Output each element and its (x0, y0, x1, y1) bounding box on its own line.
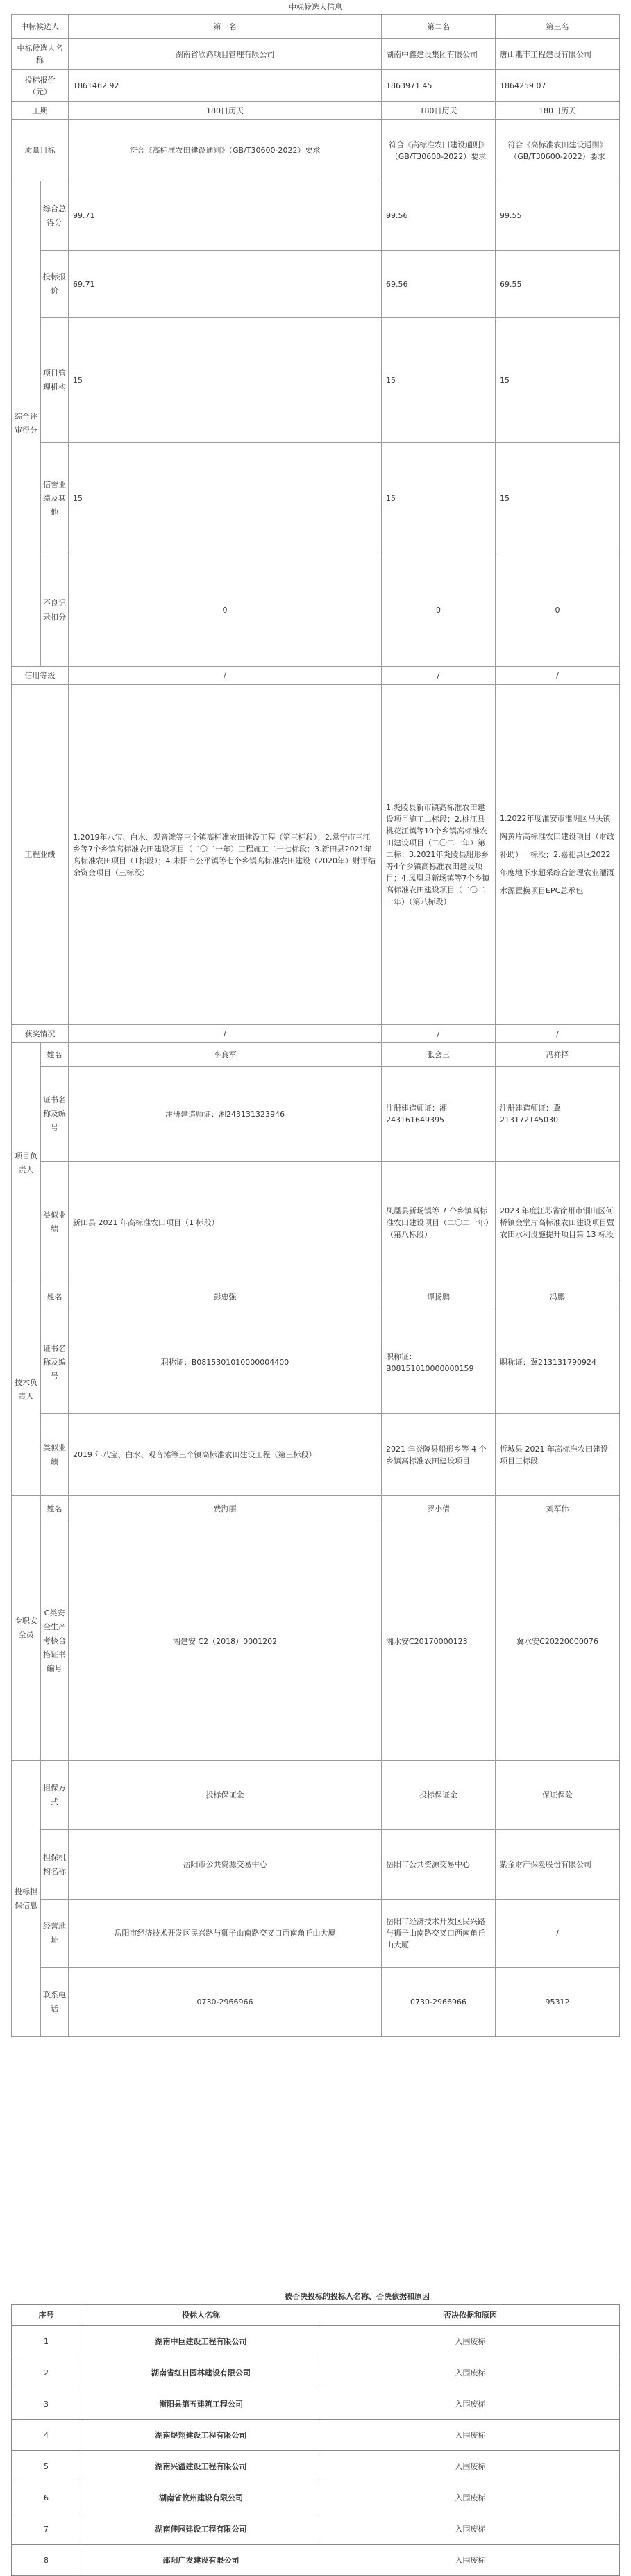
awards-2: / (382, 1025, 496, 1043)
tech-group-label: 技术负责人 (12, 1283, 41, 1496)
score-credit-1: 15 (69, 443, 382, 554)
price-1: 1861462.92 (69, 70, 382, 102)
guarantee-tel-2: 0730-2966966 (382, 1968, 496, 2037)
quality-label: 质量目标 (12, 120, 69, 181)
rejected-name: 湖南兴溢建设工程有限公司 (81, 2451, 321, 2482)
rejected-header-no: 序号 (12, 2305, 81, 2326)
score-pm-row (12, 318, 620, 443)
rejected-reason: 入围废标 (321, 2420, 620, 2451)
period-label: 工期 (12, 102, 69, 120)
score-price-2: 69.56 (382, 251, 496, 318)
performance-row (12, 685, 620, 1025)
score-deduct-label: 不良记录扣分 (41, 554, 69, 667)
pm-cert-3: 注册建造师证：冀213172145030 (496, 1067, 620, 1162)
rejected-name: 邵阳广发建设有限公司 (81, 2545, 321, 2576)
guarantee-addr-row (12, 1900, 620, 1968)
pm-group-label: 项目负责人 (12, 1043, 41, 1283)
tech-cert-label: 证书名称及编号 (41, 1311, 69, 1414)
guarantee-org-label: 担保机构名称 (41, 1830, 69, 1900)
bidder-label: 中标候选人名称 (12, 39, 69, 70)
score-total-1: 99.71 (69, 181, 382, 251)
awards-row (12, 1025, 620, 1043)
rejected-reason: 入围废标 (321, 2513, 620, 2545)
rejected-no: 2 (12, 2357, 81, 2388)
pm-cert-2: 注册建造师证：湘243161649395 (382, 1067, 496, 1162)
rank-2-header: 第二名 (382, 15, 496, 39)
bidder-2: 湖南中鑫建设集团有限公司 (382, 39, 496, 70)
guarantee-tel-1: 0730-2966966 (69, 1968, 382, 2037)
awards-1: / (69, 1025, 382, 1043)
pm-perf-label: 类似业绩 (41, 1162, 69, 1283)
score-total-row (12, 181, 620, 251)
rejected-no: 1 (12, 2326, 81, 2357)
performance-3: 1.2022年度淮安市淮阴区马头镇陶黄片高标准农田建设项目（财政补助）一标段；2.嘉祀县区2022年度地下水超采综合治理农业灌溉水源置换项目EPC总承包 (496, 685, 620, 1025)
guarantee-mode-label: 担保方式 (41, 1761, 69, 1830)
score-credit-2: 15 (382, 443, 496, 554)
rejected-name: 湖南省攸州建设有限公司 (81, 2482, 321, 2513)
pm-perf-row (12, 1162, 620, 1283)
safety-cert-2: 湘水安C2017000012​3 (382, 1522, 496, 1761)
score-price-1: 69.71 (69, 251, 382, 318)
price-row (12, 70, 620, 102)
rejected-title: 被否决投标的投标人名称、否决依据和原因 (285, 2292, 430, 2301)
score-credit-3: 15 (496, 443, 620, 554)
rejected-no: 5 (12, 2451, 81, 2482)
guarantee-mode-3: 保证保险 (496, 1761, 620, 1830)
header-label: 中标候选人 (12, 15, 69, 39)
price-3: 1864259.07 (496, 70, 620, 102)
rejected-header-reason: 否决依据和原因 (321, 2305, 620, 2326)
guarantee-tel-3: 95312 (496, 1968, 620, 2037)
guarantee-addr-3: / (496, 1900, 620, 1968)
safety-name-2: 罗小倩 (382, 1496, 496, 1522)
score-pm-3: 15 (496, 318, 620, 443)
safety-cert-label: C类安全生产考核合格证书编号 (41, 1522, 69, 1761)
tech-name-1: 彭忠强 (69, 1283, 382, 1311)
score-deduct-2: 0 (382, 554, 496, 667)
pm-perf-1: 新田县 2021 年高标准农田项目（1 标段） (69, 1162, 382, 1283)
score-price-row (12, 251, 620, 318)
pm-perf-2: 凤凰县新场镇等 7 个乡镇高标准农田建设项目（二〇二一年）（第八标段） (382, 1162, 496, 1283)
pm-name-row (12, 1043, 620, 1067)
pm-name-1: 李良军 (69, 1043, 382, 1067)
score-price-3: 69.55 (496, 251, 620, 318)
tech-name-label: 姓名 (41, 1283, 69, 1311)
performance-label: 工程业绩 (12, 685, 69, 1025)
credit-label: 信用等级 (12, 667, 69, 685)
table-row (12, 2482, 620, 2513)
guarantee-mode-row (12, 1761, 620, 1830)
guarantee-tel-label: 联系电话 (41, 1968, 69, 2037)
pm-cert-label: 证书名称及编号 (41, 1067, 69, 1162)
tech-cert-1: 职称证：B0815301010000004400 (69, 1311, 382, 1414)
table-row (12, 2513, 620, 2545)
price-2: 1863971.45 (382, 70, 496, 102)
guarantee-org-3: 紫金财产保险股份有限公司 (496, 1830, 620, 1900)
rejected-reason: 入围废标 (321, 2451, 620, 2482)
tech-perf-row (12, 1414, 620, 1496)
table-row (12, 2545, 620, 2576)
quality-3: 符合《高标准农田建设通则》（GB/T30600-2022）要求 (496, 120, 620, 181)
quality-row (12, 120, 620, 181)
pm-cert-row (12, 1067, 620, 1162)
credit-2: / (382, 667, 496, 685)
credit-3: / (496, 667, 620, 685)
rank-1-header: 第一名 (69, 15, 382, 39)
credit-1: / (69, 667, 382, 685)
rejected-reason: 入围废标 (321, 2326, 620, 2357)
safety-group-label: 专职安全员 (12, 1496, 41, 1761)
guarantee-addr-label: 经营地址 (41, 1900, 69, 1968)
score-deduct-3: 0 (496, 554, 620, 667)
safety-name-3: 刘军伟 (496, 1496, 620, 1522)
safety-name-1: 费海丽 (69, 1496, 382, 1522)
score-pm-2: 15 (382, 318, 496, 443)
awards-3: / (496, 1025, 620, 1043)
guarantee-tel-row (12, 1968, 620, 2037)
rejected-no: 8 (12, 2545, 81, 2576)
score-group-label: 综合评审得分 (12, 181, 41, 667)
price-label: 投标报价（元） (12, 70, 69, 102)
tech-cert-2: 职称证：B08151010000000159 (382, 1311, 496, 1414)
score-total-label: 综合总得分 (41, 181, 69, 251)
guarantee-addr-1: 岳阳市经济技术开发区民兴路与狮子山南路交叉口西南角丘山大厦 (69, 1900, 382, 1968)
performance-2: 1.炎陵县新市镇高标准农田建设项目施工二标段；2.桃江县桃花江镇等10个乡镇高标准农田建设项目（二〇二一年）第二标；3.2021年炎陵县船形乡等4个乡镇高标准农田建设项目；4.凤凰县新场镇等7个乡镇高标准农田建设项目（二〇二一年）（第八标段） (382, 685, 496, 1025)
rejected-name: 湖南佳园建设工程有限公司 (81, 2513, 321, 2545)
safety-cert-row (12, 1522, 620, 1761)
safety-cert-3: 冀水安C20220000076 (496, 1522, 620, 1761)
rejected-table (11, 2304, 620, 2576)
period-row (12, 102, 620, 120)
score-total-3: 99.55 (496, 181, 620, 251)
period-2: 180日历天 (382, 102, 496, 120)
table-row (12, 2451, 620, 2482)
table-row (12, 2357, 620, 2388)
safety-name-label: 姓名 (41, 1496, 69, 1522)
guarantee-group-label: 投标担保信息 (12, 1761, 41, 2037)
quality-2: 符合《高标准农田建设通则》（GB/T30600-2022）要求 (382, 120, 496, 181)
guarantee-mode-1: 投标保证金 (69, 1761, 382, 1830)
tech-perf-1: 2019 年八宝、白水、观音滩等三个镇高标准农田建设工程（第三标段） (69, 1414, 382, 1496)
rejected-no: 7 (12, 2513, 81, 2545)
tech-cert-row (12, 1311, 620, 1414)
safety-cert-1: 湘建安 C2（2018）0001202 (69, 1522, 382, 1761)
rejected-reason: 入围废标 (321, 2357, 620, 2388)
guarantee-addr-2: 岳阳市经济技术开发区民兴路与狮子山南路交叉口西南角丘山大厦 (382, 1900, 496, 1968)
table-row (12, 2326, 620, 2357)
rejected-no: 4 (12, 2420, 81, 2451)
table-row (12, 2420, 620, 2451)
rejected-name: 衡阳县第五建筑工程公司 (81, 2388, 321, 2420)
period-3: 180日历天 (496, 102, 620, 120)
score-total-2: 99.56 (382, 181, 496, 251)
rejected-reason: 入围废标 (321, 2482, 620, 2513)
rejected-reason: 入围废标 (321, 2545, 620, 2576)
tech-name-row (12, 1283, 620, 1311)
score-price-label: 投标报价 (41, 251, 69, 318)
guarantee-org-row (12, 1830, 620, 1900)
tech-perf-3: 忻城县 2021 年高标准农田建设项目三标段 (496, 1414, 620, 1496)
score-credit-label: 信誉业绩及其他 (41, 443, 69, 554)
safety-name-row (12, 1496, 620, 1522)
guarantee-org-2: 岳阳市公共资源交易中心 (382, 1830, 496, 1900)
header-row (12, 15, 620, 39)
pm-name-label: 姓名 (41, 1043, 69, 1067)
bidder-1: 湖南省欣鸿项目管理有限公司 (69, 39, 382, 70)
credit-row (12, 667, 620, 685)
tech-name-2: 谭扬鹏 (382, 1283, 496, 1311)
tech-perf-2: 2021 年炎陵县船形乡等 4 个乡镇高标准农田建设项目 (382, 1414, 496, 1496)
score-deduct-row (12, 554, 620, 667)
tech-perf-label: 类似业绩 (41, 1414, 69, 1496)
guarantee-mode-2: 投标保证金 (382, 1761, 496, 1830)
score-credit-row (12, 443, 620, 554)
rejected-header-row (12, 2305, 620, 2326)
tech-name-3: 冯鹏 (496, 1283, 620, 1311)
pm-perf-3: 2023 年度江苏省徐州市铜山区何桥镇金堂片高标准农田建设项目暨农田水利设施提升项目第 13 标段 (496, 1162, 620, 1283)
candidate-table (11, 14, 620, 2037)
table-row (12, 2388, 620, 2420)
period-1: 180日历天 (69, 102, 382, 120)
pm-name-3: 冯祥择 (496, 1043, 620, 1067)
quality-1: 符合《高标准农田建设通则》（GB/T30600-2022）要求 (69, 120, 382, 181)
rejected-no: 6 (12, 2482, 81, 2513)
bidder-row (12, 39, 620, 70)
score-pm-1: 15 (69, 318, 382, 443)
bidder-3: 唐山燕丰工程建设有限公司 (496, 39, 620, 70)
rejected-reason: 入围废标 (321, 2388, 620, 2420)
rejected-name: 湖南煜翔建设工程有限公司 (81, 2420, 321, 2451)
tech-cert-3: 职称证：冀213131790924 (496, 1311, 620, 1414)
rejected-header-name: 投标人名称 (81, 2305, 321, 2326)
awards-label: 获奖情况 (12, 1025, 69, 1043)
rank-3-header: 第三名 (496, 15, 620, 39)
performance-1: 1.2019年八宝、白水、观音滩等三个镇高标准农田建设工程（第三标段）；2.常宁市三江乡等7个乡镇高标准农田建设项目（二〇二一年）工程施工二十七标段；3.新田县2021年高标准农田项目（1标段）；4.未阳市公平镇等七个乡镇高标准农田建设（2020年）财评结余资金项目（三标段） (69, 685, 382, 1025)
doc-title: 中标候选人信息 (289, 3, 342, 12)
score-deduct-1: 0 (69, 554, 382, 667)
guarantee-org-1: 岳阳市公共资源交易中心 (69, 1830, 382, 1900)
pm-cert-1: 注册建造师证：湘243131323946 (69, 1067, 382, 1162)
score-pm-label: 项目管理机构 (41, 318, 69, 443)
pm-name-2: 张会三 (382, 1043, 496, 1067)
rejected-name: 湖南中巨建设工程有限公司 (81, 2326, 321, 2357)
rejected-no: 3 (12, 2388, 81, 2420)
rejected-name: 湖南省红日园林建设有限公司 (81, 2357, 321, 2388)
